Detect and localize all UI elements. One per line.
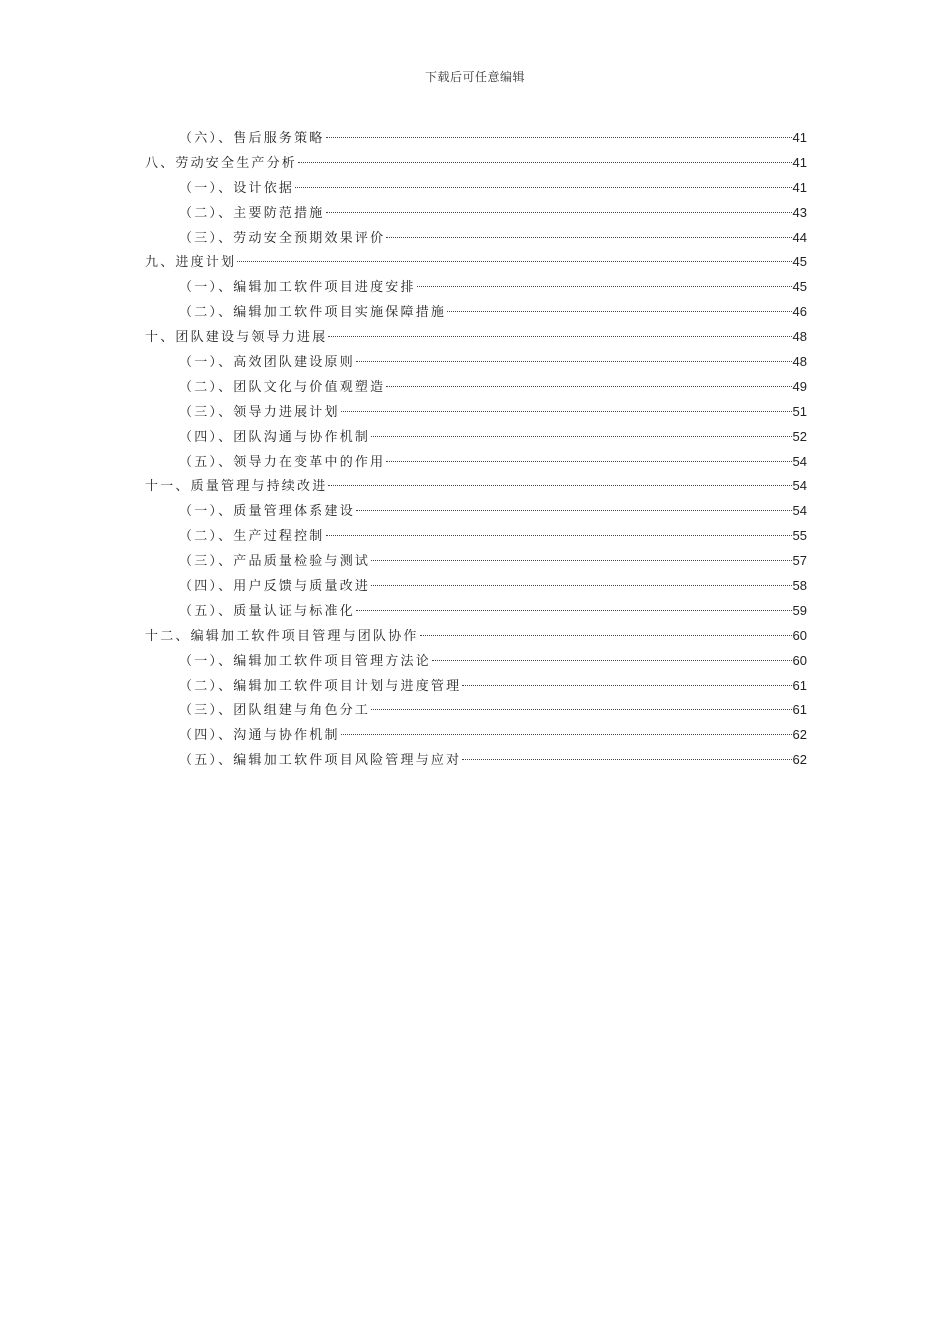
toc-page-number: 48 — [792, 354, 807, 370]
toc-dot-leader — [462, 759, 791, 760]
toc-dot-leader — [328, 485, 791, 486]
toc-section-entry[interactable] — [145, 201, 807, 226]
toc-dot-leader — [371, 560, 791, 561]
toc-dot-leader — [341, 411, 792, 412]
toc-entry-title: （三）、产品质量检验与测试 — [179, 554, 371, 570]
toc-section-entry[interactable] — [145, 450, 807, 475]
toc-chapter-entry[interactable] — [145, 624, 807, 649]
toc-dot-leader — [237, 261, 791, 262]
toc-dot-leader — [328, 336, 791, 337]
toc-section-entry[interactable] — [145, 649, 807, 674]
toc-entry-title: （三）、团队组建与角色分工 — [179, 703, 371, 719]
toc-page-number: 51 — [792, 403, 807, 419]
toc-page-number: 44 — [792, 229, 807, 245]
toc-section-entry[interactable] — [145, 275, 807, 300]
toc-page-number: 60 — [792, 652, 807, 668]
toc-page-number: 45 — [792, 279, 807, 295]
page-header: 下载后可任意编辑 — [424, 70, 525, 84]
toc-entry-title: （二）、团队文化与价值观塑造 — [179, 379, 386, 395]
toc-entry-title: （二）、生产过程控制 — [179, 529, 325, 545]
toc-entry-title: 十一、质量管理与持续改进 — [145, 479, 328, 495]
toc-section-entry[interactable] — [145, 126, 807, 151]
toc-page-number: 43 — [792, 204, 807, 220]
toc-dot-leader — [356, 510, 792, 511]
toc-entry-title: （五）、编辑加工软件项目风险管理与应对 — [179, 753, 462, 769]
toc-section-entry[interactable] — [145, 748, 807, 773]
toc-section-entry[interactable] — [145, 698, 807, 723]
toc-page-number: 45 — [792, 254, 807, 270]
toc-page-number: 57 — [792, 553, 807, 569]
toc-dot-leader — [386, 237, 791, 238]
toc-entry-title: （五）、领导力在变革中的作用 — [179, 454, 386, 470]
toc-entry-title: 九、进度计划 — [145, 255, 237, 271]
toc-dot-leader — [356, 610, 792, 611]
toc-page-number: 58 — [792, 578, 807, 594]
toc-page-number: 41 — [792, 130, 807, 145]
toc-section-entry[interactable] — [145, 524, 807, 549]
toc-section-entry[interactable] — [145, 599, 807, 624]
toc-section-entry[interactable] — [145, 574, 807, 599]
toc-section-entry[interactable] — [145, 300, 807, 325]
toc-entry-title: （二）、主要防范措施 — [179, 205, 325, 221]
toc-page-number: 41 — [792, 179, 807, 195]
toc-entry-title: 十二、编辑加工软件项目管理与团队协作 — [145, 628, 419, 644]
toc-dot-leader — [386, 386, 791, 387]
toc-chapter-entry[interactable] — [145, 474, 807, 499]
toc-section-entry[interactable] — [145, 400, 807, 425]
toc-entry-title: （二）、编辑加工软件项目计划与进度管理 — [179, 678, 462, 694]
toc-entry-title: （四）、沟通与协作机制 — [179, 728, 340, 744]
toc-dot-leader — [371, 585, 791, 586]
toc-section-entry[interactable] — [145, 375, 807, 400]
toc-dot-leader — [356, 361, 792, 362]
toc-dot-leader — [386, 461, 791, 462]
toc-entry-title: 十、团队建设与领导力进展 — [145, 330, 328, 346]
toc-dot-leader — [326, 212, 792, 213]
toc-entry-title: （三）、劳动安全预期效果评价 — [179, 230, 386, 246]
toc-page-number: 61 — [792, 702, 807, 718]
toc-entry-title: （六）、售后服务策略 — [179, 131, 325, 146]
toc-entry-title: 八、劳动安全生产分析 — [145, 155, 298, 171]
toc-page-number: 55 — [792, 528, 807, 544]
toc-dot-leader — [371, 709, 791, 710]
toc-page-number: 61 — [792, 677, 807, 693]
toc-section-entry[interactable] — [145, 549, 807, 574]
toc-entry-title: （一）、质量管理体系建设 — [179, 504, 355, 520]
toc-section-entry[interactable] — [145, 176, 807, 201]
toc-entry-title: （一）、设计依据 — [179, 180, 295, 196]
toc-entry-title: （一）、高效团队建设原则 — [179, 355, 355, 371]
toc-dot-leader — [432, 660, 792, 661]
toc-dot-leader — [341, 734, 792, 735]
table-of-contents — [145, 126, 807, 773]
toc-entry-title: （二）、编辑加工软件项目实施保障措施 — [179, 305, 447, 321]
toc-page-number: 62 — [792, 752, 807, 768]
toc-page-number: 62 — [792, 727, 807, 743]
toc-page-number: 54 — [792, 503, 807, 519]
toc-dot-leader — [420, 635, 792, 636]
toc-page-number: 46 — [792, 304, 807, 320]
toc-section-entry[interactable] — [145, 425, 807, 450]
toc-chapter-entry[interactable] — [145, 325, 807, 350]
toc-page-number: 59 — [792, 602, 807, 618]
toc-section-entry[interactable] — [145, 350, 807, 375]
toc-dot-leader — [371, 436, 791, 437]
toc-section-entry[interactable] — [145, 226, 807, 251]
toc-chapter-entry[interactable] — [145, 151, 807, 176]
toc-section-entry[interactable] — [145, 723, 807, 748]
toc-page-number: 41 — [792, 154, 807, 170]
toc-page-number: 54 — [792, 453, 807, 469]
toc-chapter-entry[interactable] — [145, 250, 807, 275]
toc-dot-leader — [298, 162, 792, 163]
toc-page-number: 49 — [792, 378, 807, 394]
toc-dot-leader — [295, 187, 791, 188]
toc-dot-leader — [326, 535, 792, 536]
toc-entry-title: （五）、质量认证与标准化 — [179, 603, 355, 619]
toc-entry-title: （四）、团队沟通与协作机制 — [179, 429, 371, 445]
toc-entry-title: （三）、领导力进展计划 — [179, 404, 340, 420]
toc-section-entry[interactable] — [145, 499, 807, 524]
toc-page-number: 54 — [792, 478, 807, 494]
toc-dot-leader — [447, 311, 791, 312]
toc-page-number: 52 — [792, 428, 807, 444]
toc-entry-title: （一）、编辑加工软件项目管理方法论 — [179, 653, 431, 669]
toc-page-number: 48 — [792, 329, 807, 345]
toc-page-number: 60 — [792, 627, 807, 643]
toc-entry-title: （一）、编辑加工软件项目进度安排 — [179, 280, 416, 296]
toc-entry-title: （四）、用户反馈与质量改进 — [179, 579, 371, 595]
toc-dot-leader — [417, 286, 792, 287]
toc-section-entry[interactable] — [145, 674, 807, 699]
toc-dot-leader — [462, 685, 791, 686]
toc-dot-leader — [326, 137, 792, 138]
